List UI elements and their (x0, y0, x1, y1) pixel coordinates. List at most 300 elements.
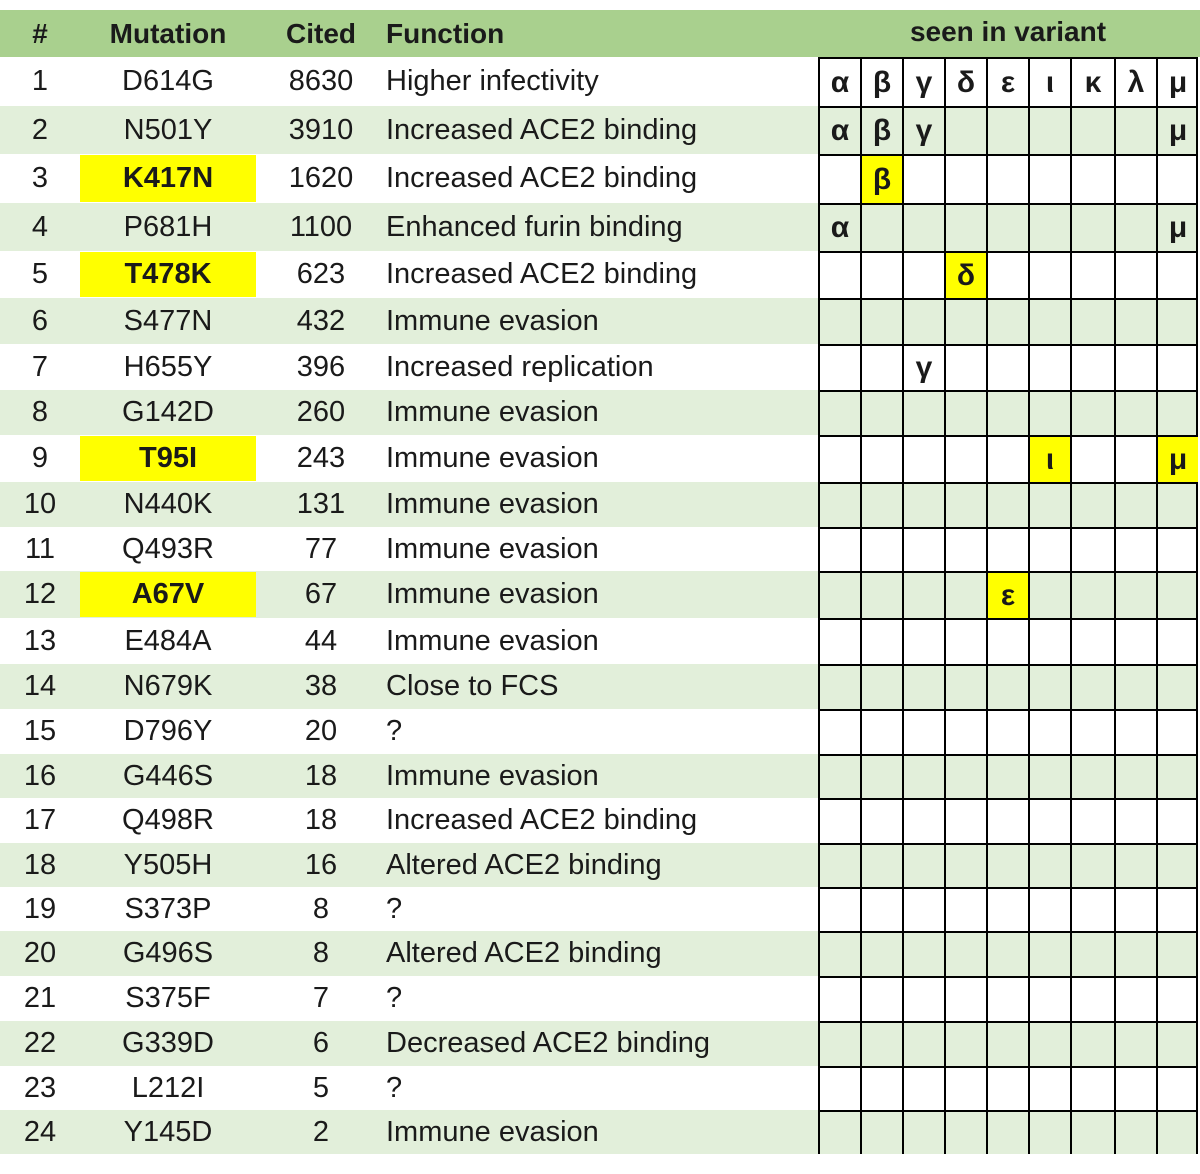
mutation-cell: L212I (131, 1071, 205, 1104)
variant-cell (902, 298, 944, 344)
variant-cell (818, 482, 860, 527)
variant-cell (1114, 664, 1156, 709)
variant-cell (1028, 1021, 1070, 1066)
variant-cell (1114, 709, 1156, 754)
variant-cell (944, 709, 986, 754)
cited-cell: 6 (312, 1027, 330, 1059)
function-cell: Immune evasion (386, 488, 599, 520)
variant-mark: δ (946, 253, 986, 298)
variant-cell (986, 1021, 1028, 1066)
variant-cell (1156, 664, 1198, 709)
variant-cell (1070, 251, 1114, 298)
header-variant: seen in variant (909, 15, 1107, 47)
variant-cell (1028, 106, 1070, 154)
cited-cell: 77 (304, 532, 338, 565)
function-cell: Immune evasion (386, 759, 599, 792)
cited-cell: 623 (296, 258, 346, 290)
row-number: 3 (31, 162, 49, 194)
function-cell: Enhanced furin binding (386, 210, 683, 243)
variant-cell (818, 754, 860, 798)
variant-cell (986, 709, 1028, 754)
variant-cell (1114, 298, 1156, 344)
variant-cell (986, 754, 1028, 798)
variant-cell (1114, 154, 1156, 203)
variant-mark: ι (1030, 437, 1070, 482)
variant-mark: β (872, 114, 892, 147)
row-number: 6 (31, 304, 49, 337)
variant-cell (902, 1066, 944, 1110)
variant-cell (1114, 798, 1156, 843)
header-function: Function (386, 17, 505, 49)
cited-cell: 1620 (288, 162, 354, 194)
variant-cell (1070, 527, 1114, 571)
row-number: 2 (31, 113, 49, 146)
row-number: 4 (31, 210, 49, 243)
variant-cell (944, 887, 986, 931)
variant-cell (818, 664, 860, 709)
variant-cell (1114, 1066, 1156, 1110)
row-number: 13 (23, 624, 57, 657)
header-num: # (32, 17, 48, 49)
variant-cell (818, 976, 860, 1021)
variant-cell (1156, 154, 1198, 203)
mutation-cell: N501Y (123, 113, 213, 146)
row-number: 23 (23, 1071, 57, 1104)
variant-cell (902, 203, 944, 251)
cited-cell: 1100 (289, 210, 353, 243)
header-row (0, 0, 1200, 57)
row-number: 7 (31, 350, 49, 383)
variant-cell (818, 1066, 860, 1110)
cited-cell: 8 (312, 937, 330, 969)
row-number: 1 (31, 65, 49, 97)
function-cell: ? (386, 1071, 403, 1104)
variant-cell (1156, 754, 1198, 798)
row-number: 24 (23, 1115, 57, 1148)
variant-mark: α (830, 65, 850, 99)
row-number: 8 (31, 396, 49, 428)
variant-cell (1070, 709, 1114, 754)
row-number: 11 (24, 532, 56, 565)
variant-cell (860, 664, 902, 709)
variant-cell (902, 154, 944, 203)
row-number: 21 (23, 982, 57, 1014)
variant-cell (1070, 106, 1114, 154)
variant-cell (860, 976, 902, 1021)
variant-cell (1028, 618, 1070, 664)
variant-cell (1156, 482, 1198, 527)
variant-mark: δ (956, 65, 976, 99)
mutation-cell: G339D (122, 1027, 214, 1059)
variant-cell (902, 527, 944, 571)
variant-cell (860, 843, 902, 887)
variant-cell (818, 1110, 860, 1154)
variant-cell (1070, 976, 1114, 1021)
variant-mark: μ (1158, 437, 1198, 482)
variant-mark: γ (915, 351, 933, 384)
row-number: 22 (23, 1027, 57, 1059)
cited-cell: 8630 (288, 65, 354, 97)
variant-cell (986, 203, 1028, 251)
variant-cell (986, 390, 1028, 435)
cited-cell: 131 (296, 488, 346, 520)
variant-cell (1156, 976, 1198, 1021)
function-cell: Immune evasion (386, 532, 599, 565)
variant-cell (944, 664, 986, 709)
variant-cell (1028, 709, 1070, 754)
variant-cell (818, 527, 860, 571)
variant-cell (986, 887, 1028, 931)
variant-cell (986, 251, 1028, 298)
mutation-cell: G142D (122, 396, 214, 428)
variant-cell (986, 1066, 1028, 1110)
variant-cell (1028, 664, 1070, 709)
variant-cell (1114, 344, 1156, 390)
variant-mark: β (872, 65, 892, 99)
row-number: 5 (31, 258, 49, 290)
variant-cell (818, 344, 860, 390)
variant-cell (1070, 1066, 1114, 1110)
variant-mark: α (830, 114, 850, 147)
variant-cell (902, 251, 944, 298)
variant-cell (1070, 931, 1114, 976)
variant-mark: α (830, 211, 850, 244)
variant-mark: μ (1168, 65, 1188, 99)
variant-cell (986, 931, 1028, 976)
variant-cell (944, 571, 986, 618)
variant-cell (986, 1110, 1028, 1154)
mutation-cell: S477N (123, 304, 213, 337)
variant-cell (1114, 754, 1156, 798)
row-number: 15 (23, 715, 57, 747)
variant-cell (818, 709, 860, 754)
variant-cell (1156, 571, 1198, 618)
variant-cell (944, 390, 986, 435)
row-number: 12 (23, 578, 57, 610)
variant-cell (944, 1110, 986, 1154)
variant-cell (818, 298, 860, 344)
variant-cell (1028, 931, 1070, 976)
variant-cell (1070, 887, 1114, 931)
mutation-cell: Y505H (123, 848, 213, 881)
function-cell: ? (386, 715, 403, 747)
variant-cell (860, 618, 902, 664)
variant-cell (1070, 843, 1114, 887)
cited-cell: 2 (312, 1115, 330, 1148)
variant-cell (860, 931, 902, 976)
variant-cell (1070, 298, 1114, 344)
mutation-cell: N679K (123, 670, 213, 702)
variant-cell (1114, 482, 1156, 527)
mutation-cell: T478K (80, 252, 256, 297)
variant-cell (1156, 843, 1198, 887)
variant-cell (860, 754, 902, 798)
variant-cell (1070, 571, 1114, 618)
variant-cell (944, 931, 986, 976)
function-cell: Immune evasion (386, 624, 599, 657)
variant-cell (986, 527, 1028, 571)
variant-cell (860, 482, 902, 527)
cited-cell: 20 (304, 715, 338, 747)
mutation-cell: G446S (122, 759, 214, 792)
variant-cell (860, 798, 902, 843)
variant-cell (1070, 1110, 1114, 1154)
variant-cell (1114, 203, 1156, 251)
mutation-cell: S373P (124, 892, 212, 925)
variant-cell (860, 887, 902, 931)
variant-cell (944, 106, 986, 154)
variant-cell (1114, 887, 1156, 931)
variant-cell (1156, 618, 1198, 664)
function-cell: Close to FCS (386, 670, 559, 702)
variant-cell (1114, 618, 1156, 664)
variant-cell (1028, 1066, 1070, 1110)
function-cell: ? (386, 892, 403, 925)
function-cell: Decreased ACE2 binding (386, 1027, 711, 1059)
variant-cell (1114, 1021, 1156, 1066)
variant-cell (818, 798, 860, 843)
variant-cell (818, 931, 860, 976)
function-cell: Increased ACE2 binding (386, 162, 698, 194)
row-number: 10 (23, 488, 57, 520)
variant-cell (944, 203, 986, 251)
cited-cell: 16 (304, 848, 338, 881)
row-number: 17 (23, 804, 57, 836)
variant-cell (1028, 298, 1070, 344)
variant-cell (902, 435, 944, 482)
cited-cell: 5 (312, 1071, 330, 1104)
function-cell: Immune evasion (386, 304, 599, 337)
variant-cell (860, 527, 902, 571)
row-number: 20 (23, 937, 57, 969)
variant-mark: ε (988, 573, 1028, 618)
variant-cell (818, 390, 860, 435)
variant-cell (1028, 390, 1070, 435)
variant-cell (860, 709, 902, 754)
variant-mark: λ (1127, 65, 1145, 99)
variant-cell (818, 251, 860, 298)
cited-cell: 396 (296, 350, 346, 383)
variant-cell (1070, 664, 1114, 709)
variant-cell (1028, 527, 1070, 571)
cited-cell: 7 (312, 982, 330, 1014)
variant-cell (944, 482, 986, 527)
function-cell: Immune evasion (386, 578, 599, 610)
header-mutation: Mutation (109, 17, 227, 49)
variant-cell (1156, 931, 1198, 976)
variant-cell (1114, 976, 1156, 1021)
variant-cell (1070, 1021, 1114, 1066)
variant-cell (1028, 887, 1070, 931)
variant-cell (1070, 154, 1114, 203)
variant-cell (1114, 843, 1156, 887)
cited-cell: 3910 (288, 113, 354, 146)
mutation-cell: N440K (123, 488, 213, 520)
mutation-cell: K417N (80, 155, 256, 202)
variant-cell (1114, 571, 1156, 618)
mutation-cell: A67V (80, 572, 256, 617)
variant-cell (818, 571, 860, 618)
variant-cell (902, 664, 944, 709)
variant-cell (902, 571, 944, 618)
variant-cell (1028, 754, 1070, 798)
row-number: 9 (31, 442, 49, 474)
variant-cell (860, 571, 902, 618)
row-number: 18 (23, 848, 57, 881)
variant-cell (818, 618, 860, 664)
variant-cell (1028, 798, 1070, 843)
variant-cell (902, 618, 944, 664)
variant-cell (860, 1021, 902, 1066)
variant-cell (1156, 887, 1198, 931)
variant-cell (944, 754, 986, 798)
function-cell: Altered ACE2 binding (386, 937, 662, 969)
variant-mark: ε (1000, 65, 1016, 99)
variant-cell (1070, 798, 1114, 843)
variant-cell (818, 887, 860, 931)
variant-cell (1070, 203, 1114, 251)
variant-cell (860, 203, 902, 251)
variant-cell (1028, 843, 1070, 887)
variant-cell (944, 1066, 986, 1110)
variant-cell (1028, 1110, 1070, 1154)
variant-cell (944, 435, 986, 482)
cited-cell: 38 (304, 670, 338, 702)
variant-cell (1156, 709, 1198, 754)
variant-cell (1114, 390, 1156, 435)
variant-cell (902, 1110, 944, 1154)
mutation-cell: H655Y (123, 350, 213, 383)
variant-cell (902, 976, 944, 1021)
variant-cell (1028, 976, 1070, 1021)
mutation-cell: D614G (122, 65, 214, 97)
variant-cell (944, 527, 986, 571)
variant-cell (1070, 482, 1114, 527)
variant-cell (1070, 435, 1114, 482)
variant-cell (1070, 390, 1114, 435)
variant-cell (1028, 482, 1070, 527)
function-cell: Increased ACE2 binding (386, 258, 698, 290)
variant-cell (860, 344, 902, 390)
mutation-cell: Y145D (123, 1115, 213, 1148)
variant-cell (1114, 931, 1156, 976)
variant-cell (1070, 618, 1114, 664)
variant-cell (1156, 251, 1198, 298)
variant-cell (1070, 754, 1114, 798)
variant-mark: μ (1168, 211, 1188, 244)
variant-cell (902, 754, 944, 798)
mutation-cell: T95I (80, 436, 256, 481)
function-cell: ? (386, 982, 403, 1014)
variant-cell (1028, 344, 1070, 390)
function-cell: Increased ACE2 binding (386, 804, 698, 836)
row-number: 16 (23, 759, 57, 792)
function-cell: Higher infectivity (386, 65, 599, 97)
function-cell: Increased ACE2 binding (386, 113, 698, 146)
variant-cell (902, 709, 944, 754)
variant-cell (986, 344, 1028, 390)
variant-cell (944, 843, 986, 887)
variant-cell (1114, 435, 1156, 482)
variant-cell (1156, 1021, 1198, 1066)
cited-cell: 67 (304, 578, 338, 610)
variant-cell (1114, 106, 1156, 154)
variant-mark: β (862, 156, 902, 203)
variant-cell (944, 1021, 986, 1066)
variant-mark: γ (915, 114, 933, 147)
variant-cell (818, 843, 860, 887)
variant-cell (986, 154, 1028, 203)
variant-cell (860, 390, 902, 435)
variant-cell (1156, 1066, 1198, 1110)
variant-cell (944, 976, 986, 1021)
variant-cell (986, 106, 1028, 154)
variant-cell (1156, 298, 1198, 344)
variant-cell (1114, 1110, 1156, 1154)
function-cell: Altered ACE2 binding (386, 848, 662, 881)
variant-cell (1028, 571, 1070, 618)
function-cell: Immune evasion (386, 396, 599, 428)
variant-cell (1028, 154, 1070, 203)
variant-mark: μ (1168, 114, 1188, 147)
function-cell: Immune evasion (386, 1115, 599, 1148)
mutation-cell: G496S (122, 937, 214, 969)
variant-cell (902, 482, 944, 527)
variant-cell (944, 344, 986, 390)
variant-cell (1156, 344, 1198, 390)
function-cell: Increased replication (386, 350, 654, 383)
variant-cell (818, 435, 860, 482)
variant-cell (1156, 798, 1198, 843)
variant-cell (1028, 203, 1070, 251)
variant-cell (986, 482, 1028, 527)
mutation-cell: D796Y (123, 715, 213, 747)
header-cited: Cited (286, 17, 356, 49)
variant-cell (1156, 390, 1198, 435)
variant-cell (902, 887, 944, 931)
variant-cell (986, 843, 1028, 887)
cited-cell: 432 (296, 304, 346, 337)
variant-cell (860, 1066, 902, 1110)
variant-cell (902, 931, 944, 976)
function-cell: Immune evasion (386, 442, 599, 474)
variant-cell (1114, 251, 1156, 298)
cited-cell: 18 (304, 759, 338, 792)
mutation-cell: E484A (124, 624, 212, 657)
variant-mark: ι (1045, 65, 1055, 99)
variant-cell (860, 298, 902, 344)
cited-cell: 243 (296, 442, 346, 474)
cited-cell: 8 (312, 892, 330, 925)
variant-cell (1156, 1110, 1198, 1154)
variant-cell (986, 435, 1028, 482)
variant-cell (944, 154, 986, 203)
variant-cell (818, 1021, 860, 1066)
row-number: 14 (23, 670, 57, 702)
variant-cell (1028, 251, 1070, 298)
cited-cell: 18 (304, 804, 338, 836)
variant-cell (1156, 527, 1198, 571)
mutation-cell: S375F (125, 982, 211, 1014)
row-number: 19 (23, 892, 57, 925)
variant-cell (986, 798, 1028, 843)
variant-cell (902, 843, 944, 887)
variant-cell (860, 435, 902, 482)
variant-cell (818, 154, 860, 203)
mutation-cell: P681H (123, 210, 213, 243)
variant-cell (986, 618, 1028, 664)
mutation-cell: Q493R (122, 532, 214, 565)
